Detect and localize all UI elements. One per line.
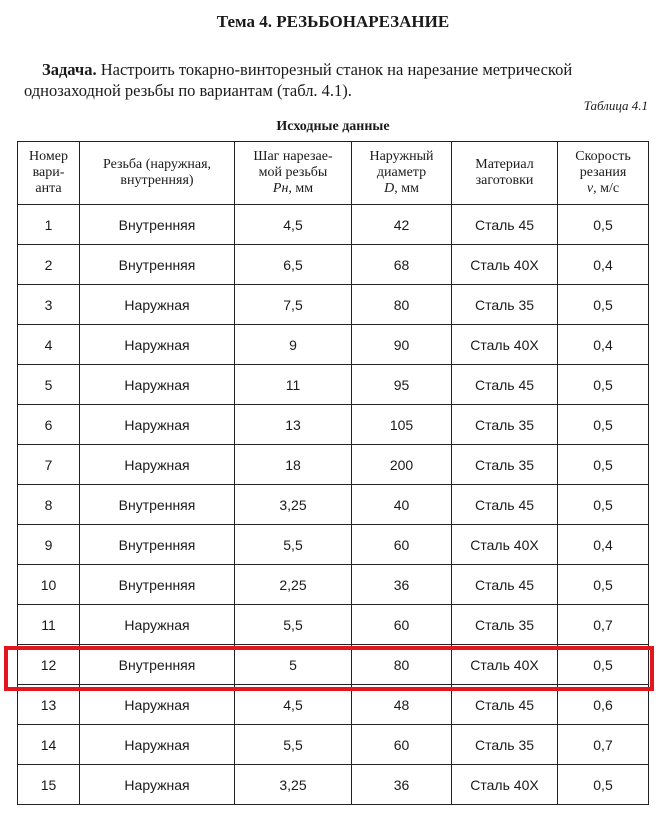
cell-pitch: 3,25 — [235, 765, 352, 805]
cell-speed: 0,5 — [558, 645, 649, 685]
cell-speed: 0,6 — [558, 685, 649, 725]
cell-material: Сталь 35 — [452, 725, 558, 765]
cell-thread: Внутренняя — [80, 525, 235, 565]
cell-variant: 12 — [18, 645, 80, 685]
cell-material: Сталь 35 — [452, 405, 558, 445]
cell-diameter: 48 — [352, 685, 452, 725]
cell-material: Сталь 35 — [452, 285, 558, 325]
cell-thread: Наружная — [80, 605, 235, 645]
table-row-highlighted — [18, 645, 649, 685]
header-line: мой резьбы — [258, 165, 328, 180]
table-heading: Исходные данные — [276, 119, 390, 134]
table-row — [18, 445, 649, 485]
cell-thread: Наружная — [80, 405, 235, 445]
header-line-italic: D, мм — [384, 181, 419, 196]
header-line: заготовки — [475, 173, 534, 188]
cell-variant: 5 — [18, 365, 80, 405]
cell-pitch: 11 — [235, 365, 352, 405]
table-row — [18, 765, 649, 805]
table-row — [18, 725, 649, 765]
cell-diameter: 60 — [352, 605, 452, 645]
cell-variant: 14 — [18, 725, 80, 765]
cell-thread: Наружная — [80, 685, 235, 725]
cell-diameter: 95 — [352, 365, 452, 405]
table-row — [18, 485, 649, 525]
cell-thread: Наружная — [80, 325, 235, 365]
cell-material: Сталь 40Х — [452, 525, 558, 565]
cell-variant: 4 — [18, 325, 80, 365]
header-line: Материал — [475, 157, 534, 172]
header-line: Наружный — [369, 149, 434, 164]
table-row — [18, 205, 649, 245]
cell-pitch: 4,5 — [235, 205, 352, 245]
task-statement — [24, 59, 650, 101]
column-header-diameter — [352, 142, 452, 205]
cell-speed: 0,5 — [558, 285, 649, 325]
task-text-line2: однозаходной резьбы по вариантам (табл. 4.1). — [24, 81, 352, 100]
cell-thread: Наружная — [80, 445, 235, 485]
cell-speed: 0,4 — [558, 525, 649, 565]
variants-table — [17, 141, 649, 805]
cell-variant: 10 — [18, 565, 80, 605]
cell-speed: 0,5 — [558, 205, 649, 245]
cell-diameter: 80 — [352, 645, 452, 685]
header-line: анта — [35, 181, 62, 196]
cell-material: Сталь 45 — [452, 205, 558, 245]
header-line: резания — [579, 165, 627, 180]
cell-pitch: 4,5 — [235, 685, 352, 725]
table-row — [18, 245, 649, 285]
task-text: Настроить токарно-винторезный станок на нарезание метрической — [100, 60, 573, 79]
header-line: диаметр — [376, 165, 427, 180]
cell-material: Сталь 45 — [452, 565, 558, 605]
cell-diameter: 36 — [352, 565, 452, 605]
header-line: Шаг нарезае- — [253, 149, 333, 164]
cell-variant: 13 — [18, 685, 80, 725]
header-line: Скорость — [575, 149, 631, 164]
cell-pitch: 9 — [235, 325, 352, 365]
cell-variant: 9 — [18, 525, 80, 565]
column-header-variant — [18, 142, 80, 205]
cell-variant: 11 — [18, 605, 80, 645]
column-header-material — [452, 142, 558, 205]
cell-speed: 0,7 — [558, 605, 649, 645]
table-row — [18, 325, 649, 365]
cell-pitch: 7,5 — [235, 285, 352, 325]
cell-variant: 15 — [18, 765, 80, 805]
cell-diameter: 90 — [352, 325, 452, 365]
cell-diameter: 80 — [352, 285, 452, 325]
table-row — [18, 685, 649, 725]
cell-material: Сталь 45 — [452, 685, 558, 725]
table-caption: Таблица 4.1 — [583, 98, 648, 113]
cell-pitch: 5,5 — [235, 525, 352, 565]
cell-speed: 0,4 — [558, 325, 649, 365]
cell-pitch: 3,25 — [235, 485, 352, 525]
cell-thread: Наружная — [80, 725, 235, 765]
cell-diameter: 105 — [352, 405, 452, 445]
cell-diameter: 42 — [352, 205, 452, 245]
cell-speed: 0,7 — [558, 725, 649, 765]
cell-thread: Внутренняя — [80, 565, 235, 605]
header-line: Номер — [29, 149, 68, 164]
page-title: Тема 4. РЕЗЬБОНАРЕЗАНИЕ — [216, 12, 450, 31]
cell-speed: 0,5 — [558, 565, 649, 605]
cell-variant: 3 — [18, 285, 80, 325]
cell-diameter: 68 — [352, 245, 452, 285]
header-line: вари- — [32, 165, 65, 180]
cell-thread: Внутренняя — [80, 245, 235, 285]
table-row — [18, 605, 649, 645]
cell-speed: 0,5 — [558, 765, 649, 805]
table-row — [18, 405, 649, 445]
cell-pitch: 13 — [235, 405, 352, 445]
cell-diameter: 40 — [352, 485, 452, 525]
cell-diameter: 60 — [352, 725, 452, 765]
cell-speed: 0,5 — [558, 445, 649, 485]
cell-pitch: 5,5 — [235, 605, 352, 645]
header-line-italic: v, м/с — [586, 181, 620, 196]
cell-variant: 8 — [18, 485, 80, 525]
column-header-speed — [558, 142, 649, 205]
cell-variant: 2 — [18, 245, 80, 285]
cell-pitch: 2,25 — [235, 565, 352, 605]
cell-material: Сталь 45 — [452, 365, 558, 405]
table-header-row — [18, 142, 649, 205]
cell-speed: 0,5 — [558, 485, 649, 525]
table-row — [18, 365, 649, 405]
cell-pitch: 18 — [235, 445, 352, 485]
header-line: Резьба (наружная, — [102, 157, 212, 172]
cell-pitch: 5,5 — [235, 725, 352, 765]
cell-variant: 7 — [18, 445, 80, 485]
cell-material: Сталь 40Х — [452, 765, 558, 805]
column-header-pitch — [235, 142, 352, 205]
table-row — [18, 525, 649, 565]
cell-material: Сталь 40Х — [452, 645, 558, 685]
header-line-italic: Pн, мм — [272, 181, 314, 196]
cell-material: Сталь 35 — [452, 445, 558, 485]
cell-thread: Внутренняя — [80, 645, 235, 685]
table-row — [18, 565, 649, 605]
cell-material: Сталь 40Х — [452, 325, 558, 365]
cell-diameter: 200 — [352, 445, 452, 485]
cell-thread: Наружная — [80, 285, 235, 325]
cell-variant: 1 — [18, 205, 80, 245]
cell-pitch: 5 — [235, 645, 352, 685]
cell-thread: Наружная — [80, 765, 235, 805]
cell-thread: Внутренняя — [80, 485, 235, 525]
cell-thread: Внутренняя — [80, 205, 235, 245]
cell-pitch: 6,5 — [235, 245, 352, 285]
cell-variant: 6 — [18, 405, 80, 445]
cell-material: Сталь 45 — [452, 485, 558, 525]
cell-speed: 0,4 — [558, 245, 649, 285]
column-header-thread — [80, 142, 235, 205]
task-lead: Задача. — [42, 60, 97, 79]
cell-speed: 0,5 — [558, 405, 649, 445]
cell-material: Сталь 35 — [452, 605, 558, 645]
header-line: внутренняя) — [120, 173, 194, 188]
table-row — [18, 285, 649, 325]
cell-diameter: 60 — [352, 525, 452, 565]
cell-diameter: 36 — [352, 765, 452, 805]
cell-material: Сталь 40Х — [452, 245, 558, 285]
cell-thread: Наружная — [80, 365, 235, 405]
cell-speed: 0,5 — [558, 365, 649, 405]
